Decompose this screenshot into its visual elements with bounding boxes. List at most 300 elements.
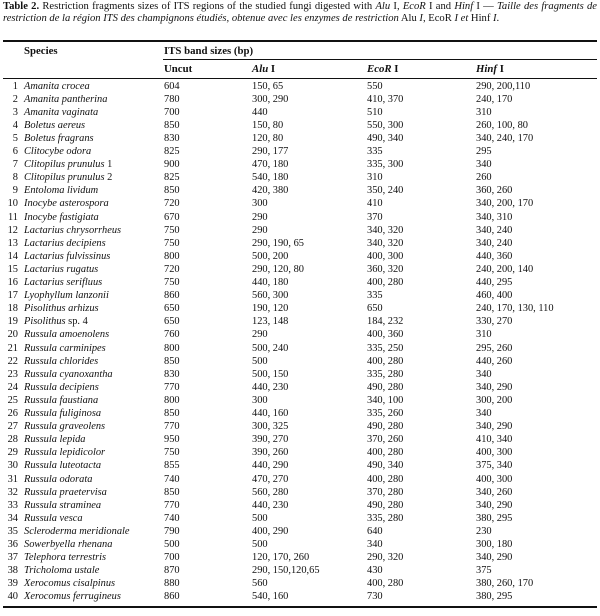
ecor-fragments: 650: [367, 303, 383, 315]
ecor-fragments: 510: [367, 106, 383, 118]
table-row: [0, 447, 600, 459]
species-binomial: Pisolithus arhizus: [24, 303, 99, 315]
species-name: [24, 264, 98, 276]
ecor-fragments: 430: [367, 565, 383, 577]
alu-fragments: 120, 170, 260: [252, 552, 310, 564]
ecor-fragments: 335: [367, 146, 383, 157]
species-name: [24, 316, 88, 328]
alu-fragments: 440, 230: [252, 381, 289, 393]
species-binomial: Russula chlorides: [24, 355, 99, 367]
table-row: [0, 238, 600, 250]
row-number: 32: [7, 486, 18, 498]
hinf-fragments: 340, 290: [476, 552, 513, 564]
uncut-size: 900: [164, 159, 180, 171]
table-row: [0, 94, 600, 106]
bottom-rule: [3, 606, 597, 608]
table-row: [0, 81, 600, 93]
alu-fragments: 300: [252, 394, 268, 406]
species-name: [24, 290, 109, 302]
table-row: [0, 185, 600, 197]
uncut-size: 720: [164, 198, 180, 210]
species-name: [24, 395, 98, 407]
species-binomial: Russula praetervisa: [24, 486, 107, 498]
caption-hinf: Hinf: [454, 1, 474, 12]
ecor-fragments: 400, 360: [367, 329, 404, 341]
header-alu: [252, 63, 275, 75]
species-name: [24, 513, 83, 525]
header-species: Species: [24, 45, 58, 57]
uncut-size: 950: [164, 434, 180, 446]
species-name: [24, 277, 102, 289]
uncut-size: 850: [164, 119, 180, 131]
ecor-fragments: 370, 260: [367, 434, 404, 446]
species-binomial: Sowerbyella rhenana: [24, 539, 113, 550]
row-number: 36: [7, 539, 18, 550]
row-number: 21: [7, 342, 18, 354]
alu-fragments: 470, 270: [252, 473, 289, 485]
species-binomial: Russula carminipes: [24, 342, 106, 354]
header-subrule: [163, 59, 597, 60]
uncut-size: 700: [164, 552, 180, 564]
caption-text-3: I and: [425, 1, 455, 12]
row-number: 25: [7, 394, 18, 406]
uncut-size: 850: [164, 185, 180, 197]
ecor-fragments: 730: [367, 591, 383, 603]
row-number: 1: [12, 80, 18, 92]
hinf-fragments: 440, 360: [476, 250, 513, 262]
species-name: [24, 146, 91, 158]
ecor-fragments: 340, 320: [367, 224, 404, 236]
row-number: 14: [7, 250, 18, 262]
alu-fragments: 500, 240: [252, 342, 289, 354]
hinf-fragments: 380, 295: [476, 591, 513, 603]
alu-fragments: 440, 160: [252, 408, 289, 419]
row-number: 28: [7, 434, 18, 446]
hinf-fragments: 375, 340: [476, 460, 513, 472]
ecor-fragments: 184, 232: [367, 316, 404, 328]
table-row: [0, 329, 600, 341]
species-binomial: Clitopilus prunulus: [24, 172, 105, 184]
species-name: [24, 172, 112, 184]
row-number: 27: [7, 421, 18, 433]
hinf-fragments: 340: [476, 408, 492, 419]
species-name: [24, 356, 98, 368]
row-number: 20: [7, 329, 18, 341]
species-binomial: Russula graveolens: [24, 421, 106, 433]
species-binomial: Russula faustiana: [24, 394, 99, 406]
species-suffix: 2: [104, 172, 113, 184]
uncut-size: 720: [164, 263, 180, 275]
species-binomial: Lyophyllum lanzonii: [24, 290, 109, 302]
species-name: [24, 94, 107, 106]
table-row: [0, 316, 600, 328]
species-name: [24, 460, 101, 472]
ecor-fragments: 490, 340: [367, 460, 404, 472]
row-number: 19: [7, 316, 18, 328]
alu-fragments: 440, 290: [252, 460, 289, 472]
ecor-fragments: 490, 340: [367, 132, 404, 144]
species-binomial: Lactarius serifluus: [24, 277, 103, 288]
table-row: [0, 172, 600, 184]
species-binomial: Lactarius chrysorrheus: [24, 224, 122, 236]
uncut-size: 850: [164, 355, 180, 367]
header-alu-name: Alu: [252, 63, 269, 75]
uncut-size: 790: [164, 525, 180, 537]
hinf-fragments: 340, 310: [476, 211, 513, 223]
species-binomial: Lactarius rugatus: [24, 263, 99, 275]
table-row: [0, 264, 600, 276]
ecor-fragments: 310: [367, 172, 383, 184]
uncut-size: 650: [164, 316, 180, 328]
table-row: [0, 356, 600, 368]
alu-fragments: 560: [252, 578, 268, 590]
caption-label: Table 2.: [3, 1, 40, 12]
species-binomial: Lactarius decipiens: [24, 237, 106, 249]
row-number: 3: [12, 106, 18, 118]
species-binomial: Russula straminea: [24, 499, 102, 511]
table-row: [0, 500, 600, 512]
hinf-fragments: 295: [476, 146, 492, 157]
uncut-size: 860: [164, 591, 180, 603]
top-rule: [3, 40, 597, 42]
alu-fragments: 540, 160: [252, 591, 289, 603]
species-name: [24, 500, 101, 512]
species-name: [24, 238, 106, 250]
species-name: [24, 107, 98, 119]
uncut-size: 750: [164, 224, 180, 236]
table-row: [0, 526, 600, 538]
caption-ecor: EcoR: [402, 1, 426, 12]
alu-fragments: 470, 180: [252, 159, 289, 171]
table-row: [0, 159, 600, 171]
hinf-fragments: 380, 260, 170: [476, 578, 534, 590]
hinf-fragments: 240, 170, 130, 110: [476, 303, 554, 315]
species-binomial: Boletus fragrans: [24, 132, 94, 144]
ecor-fragments: 335, 300: [367, 159, 404, 171]
species-name: [24, 434, 85, 446]
species-name: [24, 120, 85, 132]
ecor-fragments: 340, 100: [367, 394, 404, 406]
alu-fragments: 500: [252, 512, 268, 524]
row-number: 40: [7, 591, 18, 603]
row-number: 39: [7, 578, 18, 590]
alu-fragments: 290, 190, 65: [252, 237, 304, 249]
ecor-fragments: 490, 280: [367, 421, 404, 433]
alu-fragments: 500, 200: [252, 250, 289, 262]
hinf-fragments: 340, 290: [476, 421, 513, 433]
hinf-fragments: 260, 100, 80: [476, 119, 528, 131]
row-number: 15: [7, 263, 18, 275]
hinf-fragments: 440, 260: [476, 355, 513, 367]
table-row: [0, 487, 600, 499]
ecor-fragments: 340: [367, 539, 383, 550]
uncut-size: 750: [164, 237, 180, 249]
hinf-fragments: 340, 240, 170: [476, 132, 534, 144]
ecor-fragments: 400, 300: [367, 250, 404, 262]
header-hinf-i: I: [497, 63, 504, 75]
ecor-fragments: 490, 280: [367, 499, 404, 511]
caption-french: Taille des fragments de restriction de la région ITS des champignons étudiés, obtenue avec les enzymes de restriction: [3, 1, 597, 25]
species-name: [24, 329, 109, 341]
hinf-fragments: 240, 200, 140: [476, 263, 534, 275]
species-binomial: Russula lepida: [24, 434, 86, 446]
uncut-size: 770: [164, 381, 180, 393]
header-ecor-i: I: [391, 63, 399, 75]
table-row: [0, 290, 600, 302]
row-number: 10: [7, 198, 18, 210]
species-binomial: Russula decipiens: [24, 381, 99, 393]
alu-fragments: 560, 300: [252, 290, 289, 302]
table-row: [0, 225, 600, 237]
table-row: [0, 513, 600, 525]
row-number: 7: [12, 159, 18, 171]
species-suffix: 1: [104, 159, 113, 171]
ecor-fragments: 550: [367, 80, 383, 92]
table-row: [0, 133, 600, 145]
table-row: [0, 212, 600, 224]
caption-alu: Alu: [375, 1, 391, 12]
row-number: 22: [7, 355, 18, 367]
uncut-size: 800: [164, 342, 180, 354]
header-ecor: [367, 63, 399, 75]
header-ecor-name: EcoR: [367, 63, 392, 75]
hinf-fragments: 410, 340: [476, 434, 513, 446]
caption-fr-et: et: [457, 13, 469, 25]
uncut-size: 740: [164, 473, 180, 485]
alu-fragments: 390, 270: [252, 434, 289, 446]
ecor-fragments: 400, 280: [367, 277, 404, 288]
ecor-fragments: 400, 280: [367, 447, 404, 459]
header-its: ITS band sizes (bp): [164, 45, 254, 57]
ecor-fragments: 360, 320: [367, 263, 404, 275]
uncut-size: 500: [164, 539, 180, 550]
ecor-fragments: 410, 370: [367, 93, 404, 105]
uncut-size: 770: [164, 421, 180, 433]
table-row: [0, 408, 600, 420]
alu-fragments: 290: [252, 329, 268, 341]
species-name: [24, 251, 110, 263]
alu-fragments: 290: [252, 224, 268, 236]
uncut-size: 880: [164, 578, 180, 590]
species-suffix: sp. 4: [65, 316, 88, 328]
hinf-fragments: 290, 200,110: [476, 80, 531, 92]
alu-fragments: 440, 180: [252, 277, 289, 288]
caption-fr-i: I: [419, 13, 423, 25]
species-name: [24, 565, 99, 577]
alu-fragments: 300, 325: [252, 421, 289, 433]
hinf-fragments: 380, 295: [476, 512, 513, 524]
species-binomial: Russula fuliginosa: [24, 408, 102, 419]
hinf-fragments: 300, 180: [476, 539, 513, 550]
species-binomial: Russula odorata: [24, 473, 93, 485]
alu-fragments: 290, 120, 80: [252, 263, 304, 275]
ecor-fragments: 400, 280: [367, 473, 404, 485]
species-binomial: Russula luteotacta: [24, 460, 102, 472]
species-binomial: Clitocybe odora: [24, 146, 92, 157]
uncut-size: 670: [164, 211, 180, 223]
uncut-size: 870: [164, 565, 180, 577]
row-number: 13: [7, 237, 18, 249]
caption-fr-hinf: Hinf: [470, 13, 493, 25]
table-row: [0, 251, 600, 263]
alu-fragments: 290: [252, 211, 268, 223]
uncut-size: 830: [164, 368, 180, 380]
species-binomial: Russula amoenolens: [24, 329, 110, 341]
uncut-size: 750: [164, 447, 180, 459]
uncut-size: 770: [164, 499, 180, 511]
hinf-fragments: 340, 240: [476, 224, 513, 236]
table-caption: [3, 1, 597, 26]
species-binomial: Amanita pantherina: [24, 93, 108, 105]
uncut-size: 604: [164, 80, 180, 92]
header-bottom-rule: [3, 78, 597, 79]
caption-text-2: I,: [390, 1, 403, 12]
hinf-fragments: 310: [476, 106, 492, 118]
hinf-fragments: 440, 295: [476, 277, 513, 288]
hinf-fragments: 300, 200: [476, 394, 513, 406]
species-name: [24, 81, 90, 93]
hinf-fragments: 375: [476, 565, 492, 577]
caption-fr-end: .: [496, 13, 500, 25]
ecor-fragments: 335, 280: [367, 368, 404, 380]
uncut-size: 825: [164, 172, 180, 184]
row-number: 33: [7, 499, 18, 511]
row-number: 31: [7, 473, 18, 485]
hinf-fragments: 260: [476, 172, 492, 184]
uncut-size: 740: [164, 512, 180, 524]
alu-fragments: 290, 150,120,65: [252, 565, 320, 577]
row-number: 34: [7, 512, 18, 524]
caption-fr-comma: ,: [422, 13, 429, 25]
ecor-fragments: 335, 260: [367, 408, 404, 419]
species-binomial: Russula cyanoxantha: [24, 368, 113, 380]
hinf-fragments: 360, 260: [476, 185, 513, 197]
row-number: 2: [12, 93, 18, 105]
hinf-fragments: 240, 170: [476, 93, 513, 105]
hinf-fragments: 400, 300: [476, 447, 513, 459]
hinf-fragments: 340, 240: [476, 237, 513, 249]
row-number: 18: [7, 303, 18, 315]
species-name: [24, 474, 92, 486]
uncut-size: 700: [164, 106, 180, 118]
table-row: [0, 198, 600, 210]
species-name: [24, 159, 112, 171]
species-name: [24, 369, 113, 381]
alu-fragments: 190, 120: [252, 303, 289, 315]
alu-fragments: 300: [252, 198, 268, 210]
hinf-fragments: 340: [476, 159, 492, 171]
alu-fragments: 540, 180: [252, 172, 289, 184]
table-row: [0, 303, 600, 315]
uncut-size: 650: [164, 303, 180, 315]
table-row: [0, 343, 600, 355]
table-row: [0, 434, 600, 446]
ecor-fragments: 335: [367, 290, 383, 302]
row-number: 26: [7, 408, 18, 419]
species-name: [24, 539, 112, 551]
ecor-fragments: 550, 300: [367, 119, 404, 131]
header-hinf-name: Hinf: [476, 63, 497, 75]
uncut-size: 750: [164, 277, 180, 288]
species-binomial: Entoloma lividum: [24, 185, 99, 197]
species-binomial: Russula vesca: [24, 512, 83, 524]
row-number: 11: [7, 211, 18, 223]
row-number: 5: [12, 132, 18, 144]
row-number: 37: [7, 552, 18, 564]
species-name: [24, 343, 106, 355]
alu-fragments: 123, 148: [252, 316, 289, 328]
table-row: [0, 591, 600, 603]
table-row: [0, 552, 600, 564]
alu-fragments: 500: [252, 539, 268, 550]
caption-text: Restriction fragments sizes of ITS regions of the studied fungi digested with: [39, 1, 376, 12]
header-uncut: Uncut: [164, 63, 193, 75]
species-binomial: Russula lepidicolor: [24, 447, 106, 459]
table-row: [0, 460, 600, 472]
table-row: [0, 146, 600, 158]
caption-fr-ecor: EcoR: [428, 13, 455, 25]
caption-fr-i3: I: [493, 13, 497, 25]
table-row: [0, 277, 600, 289]
hinf-fragments: 460, 400: [476, 290, 513, 302]
hinf-fragments: 340, 290: [476, 381, 513, 393]
alu-fragments: 120, 80: [252, 132, 284, 144]
table-row: [0, 382, 600, 394]
uncut-size: 830: [164, 132, 180, 144]
species-name: [24, 591, 121, 603]
species-name: [24, 408, 101, 420]
hinf-fragments: 340, 290: [476, 499, 513, 511]
row-number: 8: [12, 172, 18, 184]
uncut-size: 860: [164, 290, 180, 302]
hinf-fragments: 310: [476, 329, 492, 341]
hinf-fragments: 295, 260: [476, 342, 513, 354]
row-number: 23: [7, 368, 18, 380]
hinf-fragments: 340, 260: [476, 486, 513, 498]
row-number: 30: [7, 460, 18, 472]
ecor-fragments: 335, 250: [367, 342, 404, 354]
caption-fr-i2: I: [454, 13, 458, 25]
table-row: [0, 395, 600, 407]
alu-fragments: 420, 380: [252, 185, 289, 197]
species-binomial: Tricholoma ustale: [24, 565, 100, 577]
ecor-fragments: 290, 320: [367, 552, 404, 564]
ecor-fragments: 640: [367, 525, 383, 537]
species-name: [24, 487, 107, 499]
alu-fragments: 560, 280: [252, 486, 289, 498]
table-row: [0, 539, 600, 551]
alu-fragments: 440, 230: [252, 499, 289, 511]
species-binomial: Xerocomus cisalpinus: [24, 578, 116, 590]
alu-fragments: 290, 177: [252, 146, 289, 157]
uncut-size: 855: [164, 460, 180, 472]
alu-fragments: 440: [252, 106, 268, 118]
uncut-size: 780: [164, 93, 180, 105]
species-name: [24, 421, 105, 433]
uncut-size: 850: [164, 408, 180, 419]
uncut-size: 825: [164, 146, 180, 157]
species-name: [24, 212, 99, 224]
alu-fragments: 300, 290: [252, 93, 289, 105]
caption-dash: I —: [473, 1, 498, 12]
species-name: [24, 185, 98, 197]
uncut-size: 800: [164, 250, 180, 262]
row-number: 29: [7, 447, 18, 459]
alu-fragments: 500, 150: [252, 368, 289, 380]
alu-fragments: 400, 290: [252, 525, 289, 537]
row-number: 24: [7, 381, 18, 393]
uncut-size: 760: [164, 329, 180, 341]
